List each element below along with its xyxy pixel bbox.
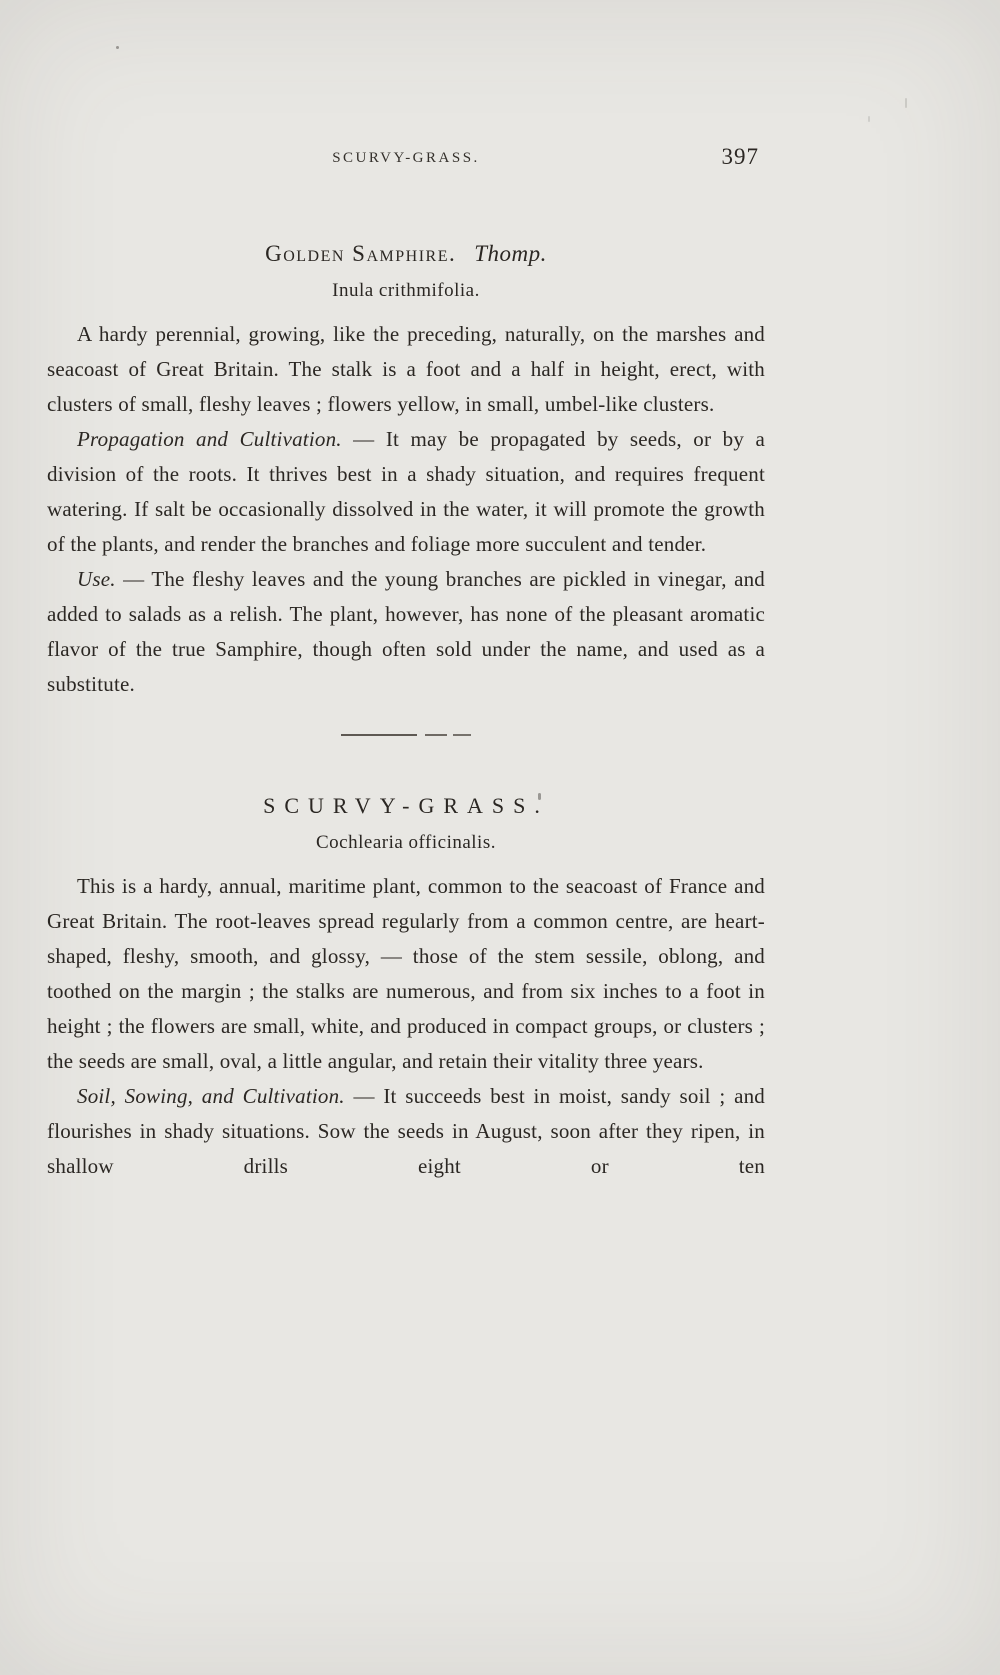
running-header-title: SCURVY-GRASS.	[332, 150, 480, 166]
paragraph-lead: Use.	[77, 567, 116, 591]
section-title-text: Golden Samphire.	[265, 241, 457, 266]
scan-speckle	[905, 98, 907, 108]
paragraph	[47, 422, 765, 562]
paragraph-text: — The fleshy leaves and the young branches are pickled in vinegar, and added to salads as a relish. The plant, however, has none of the pleasant aromatic flavor of the true Samphire, though often sold under the name, and used as a substitute.	[47, 567, 765, 696]
scan-speckle	[116, 46, 119, 49]
section-heading	[47, 240, 765, 268]
section-golden-samphire	[47, 240, 765, 702]
paragraph	[47, 869, 765, 1079]
paragraph-lead: Propagation and Cultivation.	[77, 427, 342, 451]
paragraph	[47, 562, 765, 702]
section-title-text: SCURVY-GRASS.	[263, 793, 549, 818]
running-header	[47, 144, 765, 176]
paragraph	[47, 1079, 765, 1184]
latin-name: Inula crithmifolia.	[332, 280, 480, 301]
paragraph-text: This is a hardy, annual, maritime plant, common to the seacoast of France and Great Britain. The root-leaves spread regularly from a common centre, are heart-shaped, fleshy, smooth, and glossy, — those of the stem sessile, oblong, and toothed on the margin ; the stalks are numerous, and from six inches to a foot in height ; the flowers are small, white, and produced in compact groups, or clusters ; the seeds are small, oval, a little angular, and retain their vitality three years.	[47, 874, 765, 1073]
section-divider	[341, 734, 471, 736]
paragraph-text: A hardy perennial, growing, like the preceding, naturally, on the marshes and seacoast of Great Britain. The stalk is a foot and a half in height, erect, with clusters of small, fleshy leaves ; flowers yellow, in small, umbel-like clusters.	[47, 322, 765, 416]
page-number: 397	[721, 144, 759, 169]
section-scurvy-grass	[47, 792, 765, 1184]
latin-name: Cochlearia officinalis.	[316, 832, 496, 853]
paragraph-lead: Soil, Sowing, and Cultivation.	[77, 1084, 345, 1108]
paragraph-text: — It may be propagated by seeds, or by a division of the roots. It thrives best in a shady situation, and requires frequent watering. If salt be occasionally dissolved in the water, it will promote the growth of the plants, and render the branches and foliage more succulent and tender.	[47, 427, 765, 556]
scan-speckle	[868, 116, 870, 122]
section-heading	[47, 792, 765, 820]
paragraph	[47, 317, 765, 422]
page-content	[47, 144, 765, 1184]
section-attribution: Thomp.	[474, 241, 547, 266]
paragraph-text: — It succeeds best in moist, sandy soil ; and flourishes in shady situations. Sow the seeds in August, soon after they ripen, in shallow drills eight or ten	[47, 1084, 765, 1178]
